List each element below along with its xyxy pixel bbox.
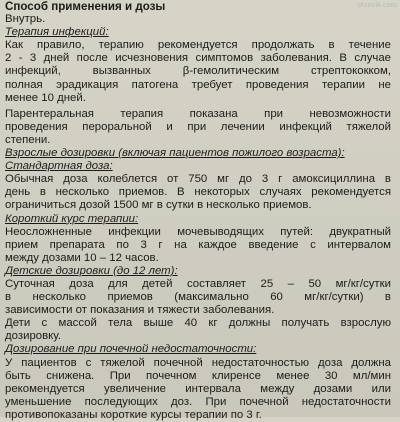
standard-dose-text: [5, 173, 391, 212]
infection-therapy-paragraph-2: [5, 108, 391, 147]
text-line: уменьшение последующих доз. При почечной недостаточности: [5, 395, 391, 408]
instruction-leaflet: [5, 0, 391, 422]
short-course-text: [5, 226, 391, 265]
section-title: Способ применения и дозы: [5, 0, 166, 13]
short-course-heading: Короткий курс терапии:: [5, 212, 139, 225]
text-line: между дозами 10 – 12 часов.: [5, 251, 159, 264]
text-line: 2 - 3 дней после исчезновения симптомов заболевания. В случае: [5, 52, 391, 65]
renal-dosing-heading: Дозирование при почечной недостаточности:: [5, 343, 257, 356]
standard-dose-heading: Стандартная доза:: [5, 160, 113, 173]
text-line: Неосложненные инфекции мочевыводящих путей: двукратный: [5, 225, 391, 238]
watermark: otzovik.com: [357, 2, 397, 9]
text-line: проведения пероральной и при лечении инфекций тяжелой: [5, 120, 391, 133]
infection-therapy-paragraph-1: [5, 39, 391, 104]
text-line: противопоказаны короткие курсы терапии по 3 г.: [5, 408, 262, 421]
child-dosing-paragraph-1: [5, 278, 391, 317]
adult-dosing-heading: Взрослые дозировки (включая пациентов пожилого возраста):: [5, 147, 345, 160]
text-line: рекомендуется увеличение интервала между дозами или: [5, 382, 391, 395]
text-line: полная эрадикация патогена требует проведения терапии не: [5, 78, 391, 91]
route-text: Внутрь.: [5, 13, 46, 26]
text-line: зависимости от показания и тяжести заболевания.: [5, 304, 275, 317]
renal-dosing-paragraph: [5, 357, 391, 422]
text-line: инфекций, вызванных β-гемолитическим стрептококком,: [5, 65, 391, 78]
text-line: день в несколько приемов. В некоторых случаях рекомендуется: [5, 186, 391, 199]
text-line: Обычная доза колеблется от 750 мг до 3 г амоксициллина в: [5, 173, 391, 186]
text-line: Парентеральная терапия показана при невозможности: [5, 107, 391, 120]
text-line: менее 10 дней.: [5, 91, 86, 104]
text-line: ограничиться дозой 1500 мг в сутки в несколько приемов.: [5, 199, 312, 212]
child-dosing-heading: Детские дозировки (до 12 лет):: [5, 264, 178, 277]
child-dosing-paragraph-2: [5, 317, 391, 343]
text-line: в несколько приемов (максимально 60 мг/кг/сутки) в: [5, 291, 391, 304]
text-line: дозировку.: [5, 330, 61, 343]
text-line: степени.: [5, 133, 51, 146]
text-line: Дети с массой тела выше 40 кг должны получать взрослую: [5, 317, 391, 330]
text-line: У пациентов с тяжелой почечной недостаточностью доза должна: [5, 356, 391, 369]
text-line: прием препарата по 3 г на каждое введение с интервалом: [5, 238, 391, 251]
text-line: Как правило, терапию рекомендуется продолжать в течение: [5, 39, 391, 52]
infection-therapy-heading: Терапия инфекций:: [5, 26, 109, 39]
text-line: Суточная доза для детей составляет 25 – 50 мг/кг/сутки: [5, 277, 391, 290]
text-line: быть снижена. При почечном клиренсе менее 30 мл/мин: [5, 369, 391, 382]
